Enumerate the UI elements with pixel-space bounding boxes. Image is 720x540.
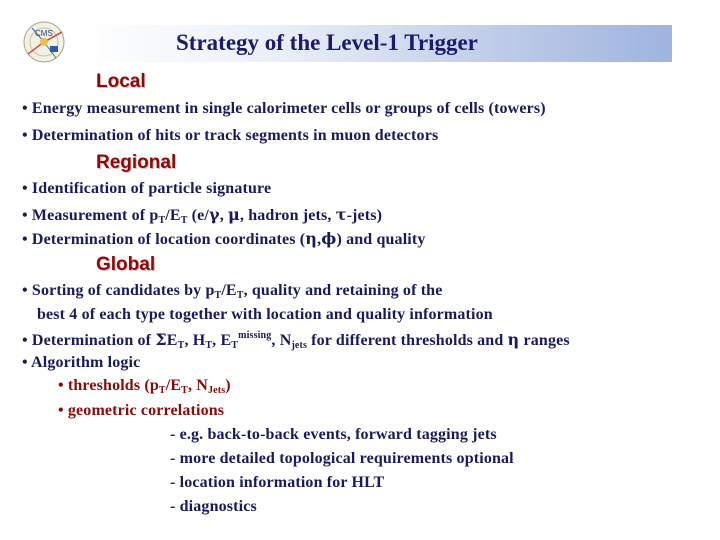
global-detail-4: - diagnostics bbox=[170, 498, 257, 515]
global-detail-2: - more detailed topological requirements optional bbox=[170, 450, 514, 467]
section-heading-local: Local bbox=[96, 71, 146, 92]
global-subitem-2: • geometric correlations bbox=[58, 402, 225, 419]
cms-logo-text: CMS bbox=[35, 29, 53, 38]
regional-item-1: • Identification of particle signature bbox=[22, 180, 272, 197]
regional-item-3: • Determination of location coordinates (η,ϕ) and quality bbox=[22, 229, 426, 248]
global-subitem-1: • thresholds ($p_T/E_T$, $N_{Jets}$) bbox=[58, 377, 231, 396]
global-item-2: • Determination of $\Sigma E_T$, $H_T$, $E_T^{missing}$, $N_{jets}$ for different thresholds and η ranges bbox=[22, 330, 570, 351]
section-heading-regional: Regional bbox=[96, 152, 177, 173]
local-item-1: • Energy measurement in single calorimeter cells or groups of cells (towers) bbox=[22, 100, 546, 117]
section-heading-global: Global bbox=[96, 254, 156, 275]
slide-title: Strategy of the Level-1 Trigger bbox=[176, 30, 478, 55]
cms-logo bbox=[22, 20, 66, 64]
global-item-3: • Algorithm logic bbox=[22, 354, 141, 371]
global-detail-3: - location information for HLT bbox=[170, 474, 385, 491]
global-detail-1: - e.g. back-to-back events, forward tagging jets bbox=[170, 426, 497, 443]
regional-item-2: • Measurement of $p_T/E_T$ (e/γ, μ, hadron jets, τ-jets) bbox=[22, 205, 383, 226]
local-item-2: • Determination of hits or track segments in muon detectors bbox=[22, 127, 439, 144]
global-item-1: • Sorting of candidates by $p_T/E_T$, quality and retaining of the bbox=[22, 282, 443, 301]
global-item-1-cont: best 4 of each type together with location and quality information bbox=[37, 306, 493, 323]
